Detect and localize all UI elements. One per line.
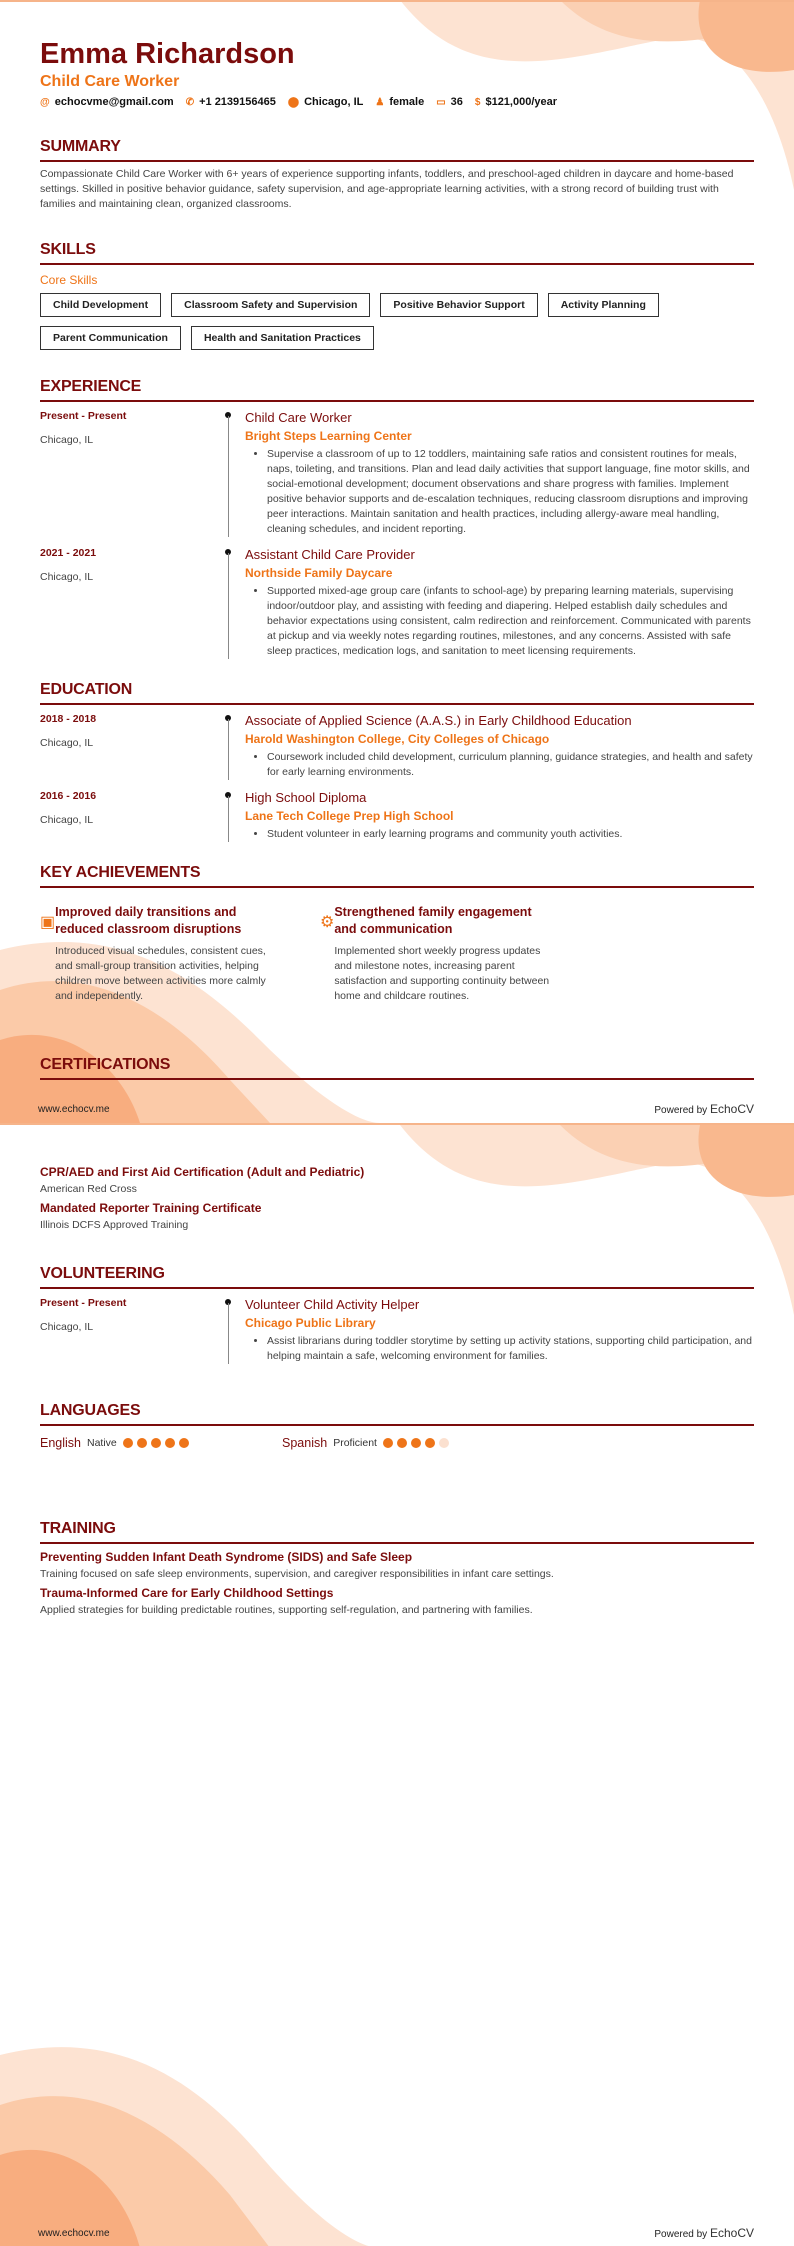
rating-dot-filled xyxy=(137,1438,147,1448)
calendar-icon: ▭ xyxy=(436,97,446,108)
language-rating xyxy=(123,1438,189,1448)
timeline-marker xyxy=(225,713,245,780)
entry-bullet: • Assist librarians during toddler storytime by setting up activity stations, supporting child participation, and helping maintain a safe, welcoming environment for families. xyxy=(267,1334,754,1364)
resume-page-2 xyxy=(0,1123,794,2246)
document-search-icon: ▣ xyxy=(40,914,56,931)
entry-org: Northside Family Daycare xyxy=(245,566,393,580)
entry-role: Assistant Child Care Provider xyxy=(245,547,415,562)
section-heading: EXPERIENCE xyxy=(40,378,754,402)
training-section xyxy=(40,1520,754,1616)
entry-date: Present - Present xyxy=(40,410,127,422)
rating-dot-filled xyxy=(179,1438,189,1448)
section-heading: LANGUAGES xyxy=(40,1402,754,1426)
rating-dot-filled xyxy=(397,1438,407,1448)
brand-logo: EchoCV xyxy=(709,2226,754,2240)
cert-issuer: Illinois DCFS Approved Training xyxy=(40,1219,189,1231)
certifications-section xyxy=(40,1056,754,1080)
achievement-item xyxy=(40,904,270,1004)
entry-location: Chicago, IL xyxy=(40,571,94,583)
cert-title: CPR/AED and First Aid Certification (Adult and Pediatric) xyxy=(40,1165,365,1179)
achievement-title: Strengthened family engagement and communication xyxy=(334,905,532,936)
entry-school: Lane Tech College Prep High School xyxy=(245,809,454,823)
achievement-text: Implemented short weekly progress updates and milestone notes, increasing parent satisfaction and supporting continuity between home and childcare routines. xyxy=(334,945,550,1002)
section-heading: SKILLS xyxy=(40,241,754,265)
footer-site-link[interactable]: www.echocv.me xyxy=(38,2228,110,2239)
skill-tag: Parent Communication xyxy=(40,326,181,350)
entry-location: Chicago, IL xyxy=(40,1321,94,1333)
cert-issuer: American Red Cross xyxy=(40,1183,137,1195)
rating-dot-filled xyxy=(425,1438,435,1448)
contact-phone[interactable]: ✆ +1 2139156465 xyxy=(185,96,276,108)
rating-dot-filled xyxy=(151,1438,161,1448)
language-rating xyxy=(383,1438,449,1448)
entry-location: Chicago, IL xyxy=(40,814,94,826)
training-text: Training focused on safe sleep environments, supervision, and caregiver responsibilities in infant care settings. xyxy=(40,1568,554,1580)
section-heading: EDUCATION xyxy=(40,681,754,705)
footer-site-link[interactable]: www.echocv.me xyxy=(38,1104,110,1115)
certifications-list xyxy=(40,1159,754,1231)
location-icon: ⬤ xyxy=(287,97,300,108)
language-item xyxy=(40,1436,282,1450)
languages-section xyxy=(40,1402,754,1450)
dollar-icon: $ xyxy=(474,97,481,108)
contact-location: ⬤ Chicago, IL xyxy=(287,96,364,108)
skill-tag: Health and Sanitation Practices xyxy=(191,326,374,350)
skill-tag: Child Development xyxy=(40,293,161,317)
entry-location: Chicago, IL xyxy=(40,737,94,749)
section-heading: TRAINING xyxy=(40,1520,754,1544)
contact-age: ▭ 36 xyxy=(436,96,463,108)
entry-degree: Associate of Applied Science (A.A.S.) in Early Childhood Education xyxy=(245,713,632,728)
rating-dot-filled xyxy=(165,1438,175,1448)
entry-date: 2016 - 2016 xyxy=(40,790,97,802)
cert-title: Mandated Reporter Training Certificate xyxy=(40,1201,262,1215)
contact-email[interactable]: @ echocvme@gmail.com xyxy=(40,96,174,108)
contact-gender: ♟ female xyxy=(375,96,425,108)
rating-dot-empty xyxy=(439,1438,449,1448)
timeline-marker xyxy=(225,1297,245,1364)
entry-org: Chicago Public Library xyxy=(245,1316,376,1330)
section-heading: KEY ACHIEVEMENTS xyxy=(40,864,754,888)
entry-role: Child Care Worker xyxy=(245,410,352,425)
language-name: English xyxy=(40,1436,81,1450)
person-icon: ♟ xyxy=(375,97,385,108)
footer-powered-by: Powered by EchoCV xyxy=(654,2226,754,2240)
entry-org: Bright Steps Learning Center xyxy=(245,429,412,443)
footer-powered-by: Powered by EchoCV xyxy=(654,1102,754,1116)
entry-date: 2018 - 2018 xyxy=(40,713,97,725)
summary-section xyxy=(40,138,754,212)
section-heading: VOLUNTEERING xyxy=(40,1265,754,1289)
rating-dot-filled xyxy=(411,1438,421,1448)
entry-bullet: • Supervise a classroom of up to 12 toddlers, maintaining safe ratios and consistent routines for meals, naps, toileting, and transitions. Plan and lead daily activities that support language, fine motor skills, and social-emotional development; document observations and share progress with families. Implement positive behavior supports and de-escalation techniques, reducing classroom disruptions and improving peer interactions. Maintain sanitation and health practices, including allergy-aware meal handling, cleaning schedules, and incident reporting. xyxy=(267,447,754,537)
entry-date: 2021 - 2021 xyxy=(40,547,97,559)
entry-bullet: • Student volunteer in early learning programs and community youth activities. xyxy=(267,827,754,842)
entry-bullet: • Coursework included child development, curriculum planning, guidance strategies, and health and safety for early learning environments. xyxy=(267,750,754,780)
achievement-text: Introduced visual schedules, consistent cues, and small-group transition activities, helping children move between activities more calmly and independently. xyxy=(55,945,266,1002)
education-section xyxy=(40,681,754,842)
skills-subheading: Core Skills xyxy=(40,273,98,287)
entry-location: Chicago, IL xyxy=(40,434,94,446)
entry-date: Present - Present xyxy=(40,1297,127,1309)
contact-info xyxy=(40,96,557,108)
entry-degree: High School Diploma xyxy=(245,790,367,805)
skill-tag: Activity Planning xyxy=(548,293,659,317)
training-title: Preventing Sudden Infant Death Syndrome (SIDS) and Safe Sleep xyxy=(40,1550,413,1564)
experience-entry xyxy=(40,547,754,659)
at-icon: @ xyxy=(40,97,50,108)
rating-dot-filled xyxy=(383,1438,393,1448)
experience-section xyxy=(40,378,754,659)
language-level: Proficient xyxy=(333,1437,377,1449)
language-level: Native xyxy=(87,1437,117,1449)
language-item xyxy=(282,1436,524,1450)
training-title: Trauma-Informed Care for Early Childhood Settings xyxy=(40,1586,334,1600)
timeline-marker xyxy=(225,410,245,537)
achievement-title: Improved daily transitions and reduced classroom disruptions xyxy=(55,905,242,936)
rating-dot-filled xyxy=(123,1438,133,1448)
volunteering-section xyxy=(40,1265,754,1364)
education-entry xyxy=(40,790,754,842)
entry-bullet: • Supported mixed-age group care (infants to school-age) by preparing learning materials, supervising indoor/outdoor play, and assisting with feeding and diapering. Helped establish daily schedules and behavior expectations using consistent, calm redirection and reinforcement. Communicated with parents at pickup and via weekly notes regarding routines, milestones, and any concerns. Assisted with safe sleep practices, medication logs, and sanitation to meet licensing requirements. xyxy=(267,584,754,659)
skills-section xyxy=(40,241,754,350)
skill-tag: Positive Behavior Support xyxy=(380,293,537,317)
experience-entry xyxy=(40,410,754,537)
timeline-marker xyxy=(225,790,245,842)
job-title: Child Care Worker xyxy=(40,73,180,90)
achievements-section xyxy=(40,864,754,1004)
skill-tag: Classroom Safety and Supervision xyxy=(171,293,370,317)
timeline-marker xyxy=(225,547,245,659)
entry-school: Harold Washington College, City Colleges of Chicago xyxy=(245,732,550,746)
education-entry xyxy=(40,713,754,780)
brand-logo: EchoCV xyxy=(709,1102,754,1116)
contact-salary: $ $121,000/year xyxy=(474,96,558,108)
achievement-item xyxy=(320,904,550,1004)
candidate-name: Emma Richardson xyxy=(40,38,295,70)
gear-icon: ⚙ xyxy=(320,914,335,931)
volunteering-entry xyxy=(40,1297,754,1364)
language-name: Spanish xyxy=(282,1436,328,1450)
training-text: Applied strategies for building predictable routines, supporting self-regulation, and partnering with families. xyxy=(40,1604,533,1616)
section-heading: SUMMARY xyxy=(40,138,754,162)
phone-icon: ✆ xyxy=(185,97,195,108)
summary-text: Compassionate Child Care Worker with 6+ years of experience supporting infants, toddlers, and preschool-aged children in daycare and home-based settings. Skilled in positive behavior guidance, safety supervision, and age-appropriate learning activities, with a strong record of building trust with families and maintaining clean, organized classrooms. xyxy=(40,168,734,210)
entry-role: Volunteer Child Activity Helper xyxy=(245,1297,420,1312)
section-heading: CERTIFICATIONS xyxy=(40,1056,754,1080)
